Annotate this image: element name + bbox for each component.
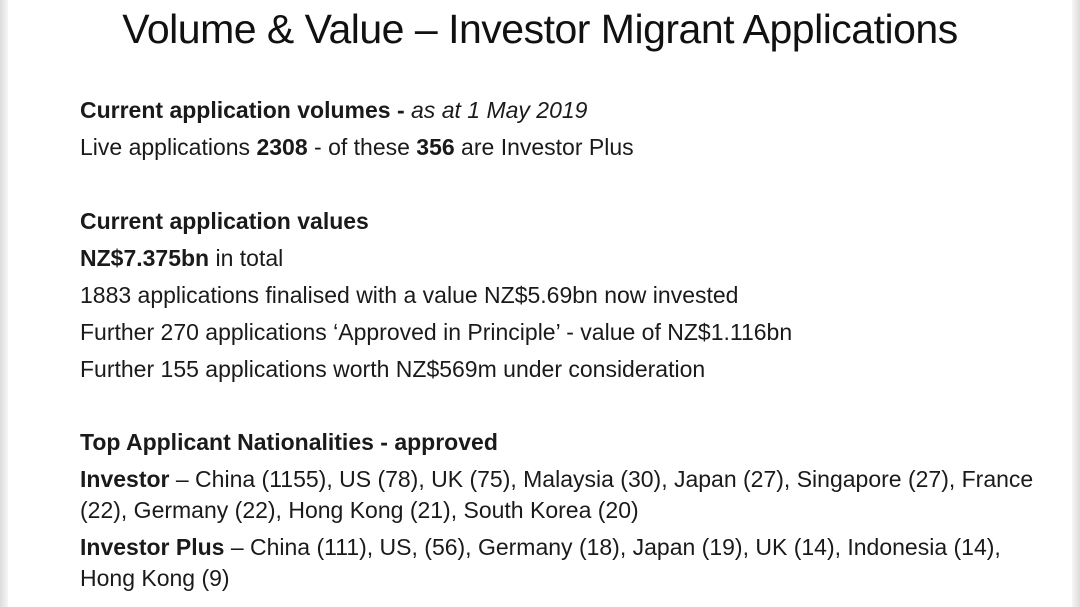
values-line-3: Further 155 applications worth NZ$569m under consideration xyxy=(80,356,706,382)
slide xyxy=(8,0,1072,607)
plus-count: 356 xyxy=(416,134,455,160)
volumes-heading-sep: - xyxy=(390,97,412,123)
investor-nationalities-text: – China (1155), US (78), UK (75), Malaysia (30), Japan (27), Singapore (27), France (22), Germany (22), Hong Kong (21), South Korea (20) xyxy=(80,466,1034,523)
page-edge-left xyxy=(0,0,8,607)
spacer xyxy=(80,388,1040,424)
volumes-heading: Current application volumes xyxy=(80,97,391,123)
investor-label: Investor xyxy=(80,466,170,492)
nationalities-heading-line xyxy=(80,424,1040,461)
investor-plus-label: Investor Plus xyxy=(80,534,225,560)
live-count: 2308 xyxy=(256,134,308,160)
values-total-line xyxy=(80,240,1040,277)
volumes-as-at: as at 1 May 2019 xyxy=(411,97,588,123)
values-heading-line xyxy=(80,203,1040,240)
page-edge-right xyxy=(1072,0,1080,607)
spacer xyxy=(80,166,1040,203)
slide-body xyxy=(80,92,1040,594)
values-total-amount: NZ$7.375bn xyxy=(80,245,210,271)
values-line-2: Further 270 applications ‘Approved in Principle’ - value of NZ$1.116bn xyxy=(80,319,793,345)
nationalities-heading: Top Applicant Nationalities - approved xyxy=(80,429,498,455)
values-heading: Current application values xyxy=(80,208,369,234)
investor-plus-nationalities-text: – China (111), US, (56), Germany (18), Japan (19), UK (14), Indonesia (14), Hong Kong (9) xyxy=(80,534,1001,591)
live-applications-line xyxy=(80,129,1040,166)
live-mid: - of these xyxy=(307,134,417,160)
investor-plus-nationalities xyxy=(80,532,1040,594)
values-total-suffix: in total xyxy=(209,245,284,271)
volumes-heading-line xyxy=(80,92,1040,129)
slide-title: Volume & Value – Investor Migrant Applications xyxy=(122,6,958,52)
values-line-1: 1883 applications finalised with a value NZ$5.69bn now invested xyxy=(80,282,739,308)
live-suffix: are Investor Plus xyxy=(454,134,634,160)
investor-nationalities xyxy=(80,464,1040,526)
live-prefix: Live applications xyxy=(80,134,257,160)
